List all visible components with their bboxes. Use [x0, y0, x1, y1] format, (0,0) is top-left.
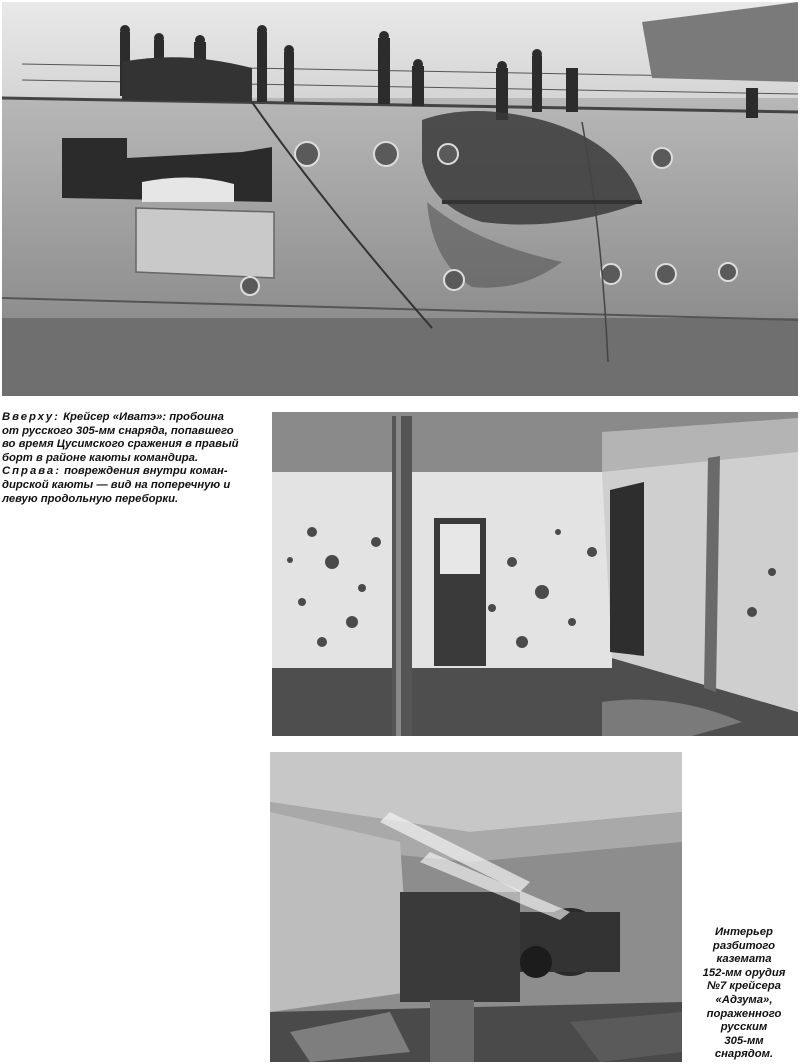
- caption-line: пораженного: [706, 1007, 782, 1020]
- caption-line: [2, 465, 264, 479]
- caption-line: дирской каюты — вид на поперечную и: [2, 478, 231, 491]
- caption-text: повреждения внутри коман-: [60, 465, 228, 478]
- caption-top: [2, 411, 264, 506]
- caption-line: «Адзума»,: [715, 993, 773, 1006]
- photo-ship-hull: [2, 2, 798, 396]
- caption-line: Интерьер: [715, 926, 773, 938]
- caption-line: русским: [720, 1021, 768, 1034]
- ship-hull-image: [2, 2, 798, 396]
- caption-line: [2, 411, 264, 425]
- cabin-interior-image: [272, 412, 798, 736]
- caption-lead: Справа:: [2, 465, 61, 478]
- caption-line: борт в районе каюты командира.: [2, 451, 199, 464]
- casemate-interior-image: [270, 752, 682, 1062]
- photo-cabin-interior: [272, 412, 798, 736]
- photo-casemate-interior: [270, 752, 682, 1062]
- caption-line: 152-мм орудия: [702, 966, 786, 979]
- caption-text: Крейсер «Иватэ»: пробоина: [59, 411, 224, 423]
- caption-line: снарядом.: [714, 1048, 774, 1061]
- caption-line: левую продольную переборки.: [2, 492, 179, 505]
- caption-lead: Вверху:: [2, 411, 60, 423]
- caption-line: разбитого: [712, 939, 776, 952]
- caption-line: во время Цусимского сражения в правый: [2, 438, 239, 451]
- caption-line: от русского 305-мм снаряда, попавшего: [2, 424, 234, 437]
- caption-bottom: [690, 926, 798, 1062]
- caption-line: каземата: [716, 953, 772, 966]
- caption-line: 305-мм: [724, 1034, 764, 1047]
- caption-line: №7 крейсера: [707, 980, 781, 993]
